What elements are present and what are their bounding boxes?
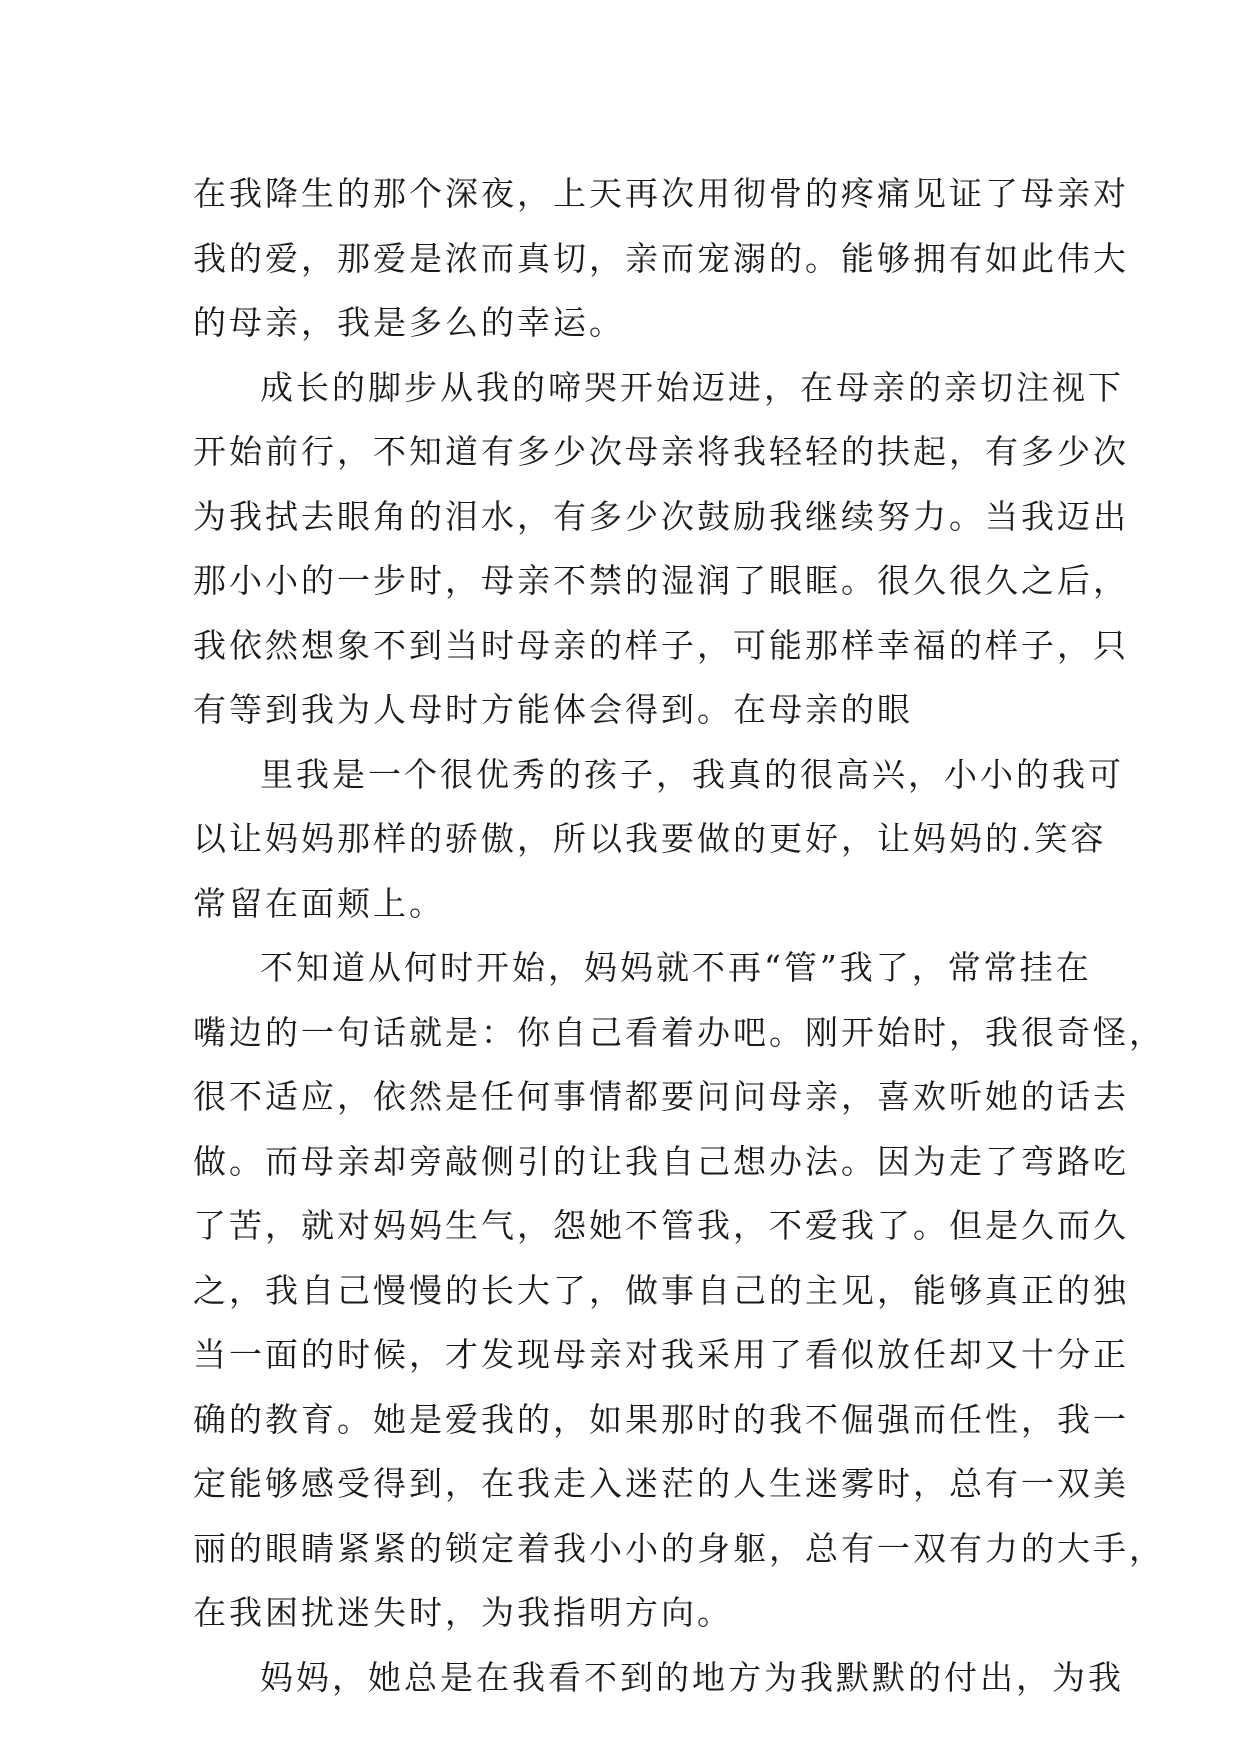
text-line: 为我拭去眼角的泪水，有多少次鼓励我继续努力。当我迈出 (193, 496, 1129, 536)
paragraph (193, 743, 1124, 937)
text-line: 成长的脚步从我的啼哭开始迈进，在母亲的亲切注视下 (260, 367, 1124, 407)
text-line: 我的爱，那爱是浓而真切，亲而宠溺的。能够拥有如此伟大 (193, 238, 1129, 278)
text-line: 我依然想象不到当时母亲的样子，可能那样幸福的样子，只 (193, 625, 1129, 665)
text-line: 丽的眼睛紧紧的锁定着我小小的身躯，总有一双有力的大手， (193, 1528, 1165, 1568)
text-line: 有等到我为人母时方能体会得到。在母亲的眼 (193, 690, 913, 729)
paragraph (193, 162, 1129, 356)
document-body (193, 162, 1165, 1710)
paragraph (193, 936, 1165, 1646)
text-line: 开始前行，不知道有多少次母亲将我轻轻的扶起，有多少次 (193, 432, 1129, 471)
text-line: 确的教育。她是爱我的，如果那时的我不倔强而任性，我一 (193, 1399, 1129, 1439)
text-line: 常留在面颊上。 (193, 883, 445, 923)
text-line: 里我是一个很优秀的孩子，我真的很高兴，小小的我可 (260, 754, 1124, 794)
text-line: 了苦，就对妈妈生气，怨她不管我，不爱我了。但是久而久 (193, 1206, 1129, 1245)
text-line: 在我降生的那个深夜，上天再次用彻骨的疼痛见证了母亲对 (193, 174, 1129, 213)
text-line: 的母亲，我是多么的幸运。 (193, 303, 625, 342)
text-line: 那小小的一步时，母亲不禁的湿润了眼眶。很久很久之后， (193, 561, 1129, 600)
text-line: 妈妈，她总是在我看不到的地方为我默默的付出，为我 (260, 1657, 1124, 1697)
text-line: 不知道从何时开始，妈妈就不再“管”我了，常常挂在 (260, 948, 1092, 987)
text-line: 在我困扰迷失时，为我指明方向。 (193, 1593, 733, 1632)
text-line: 做。而母亲却旁敲侧引的让我自己想办法。因为走了弯路吃 (193, 1141, 1129, 1181)
text-line: 当一面的时候，才发现母亲对我采用了看似放任却又十分正 (193, 1335, 1129, 1374)
paragraph (193, 1646, 1124, 1711)
text-line: 之，我自己慢慢的长大了，做事自己的主见，能够真正的独 (193, 1270, 1129, 1310)
text-line: 嘴边的一句话就是：你自己看着办吧。刚开始时，我很奇怪， (193, 1012, 1165, 1052)
text-line: 定能够感受得到，在我走入迷茫的人生迷雾时，总有一双美 (193, 1464, 1129, 1503)
text-line: 很不适应，依然是任何事情都要问问母亲，喜欢听她的话去 (193, 1077, 1129, 1116)
paragraph (193, 356, 1129, 743)
text-line: 以让妈妈那样的骄傲，所以我要做的更好，让妈妈的.笑容 (193, 819, 1107, 858)
